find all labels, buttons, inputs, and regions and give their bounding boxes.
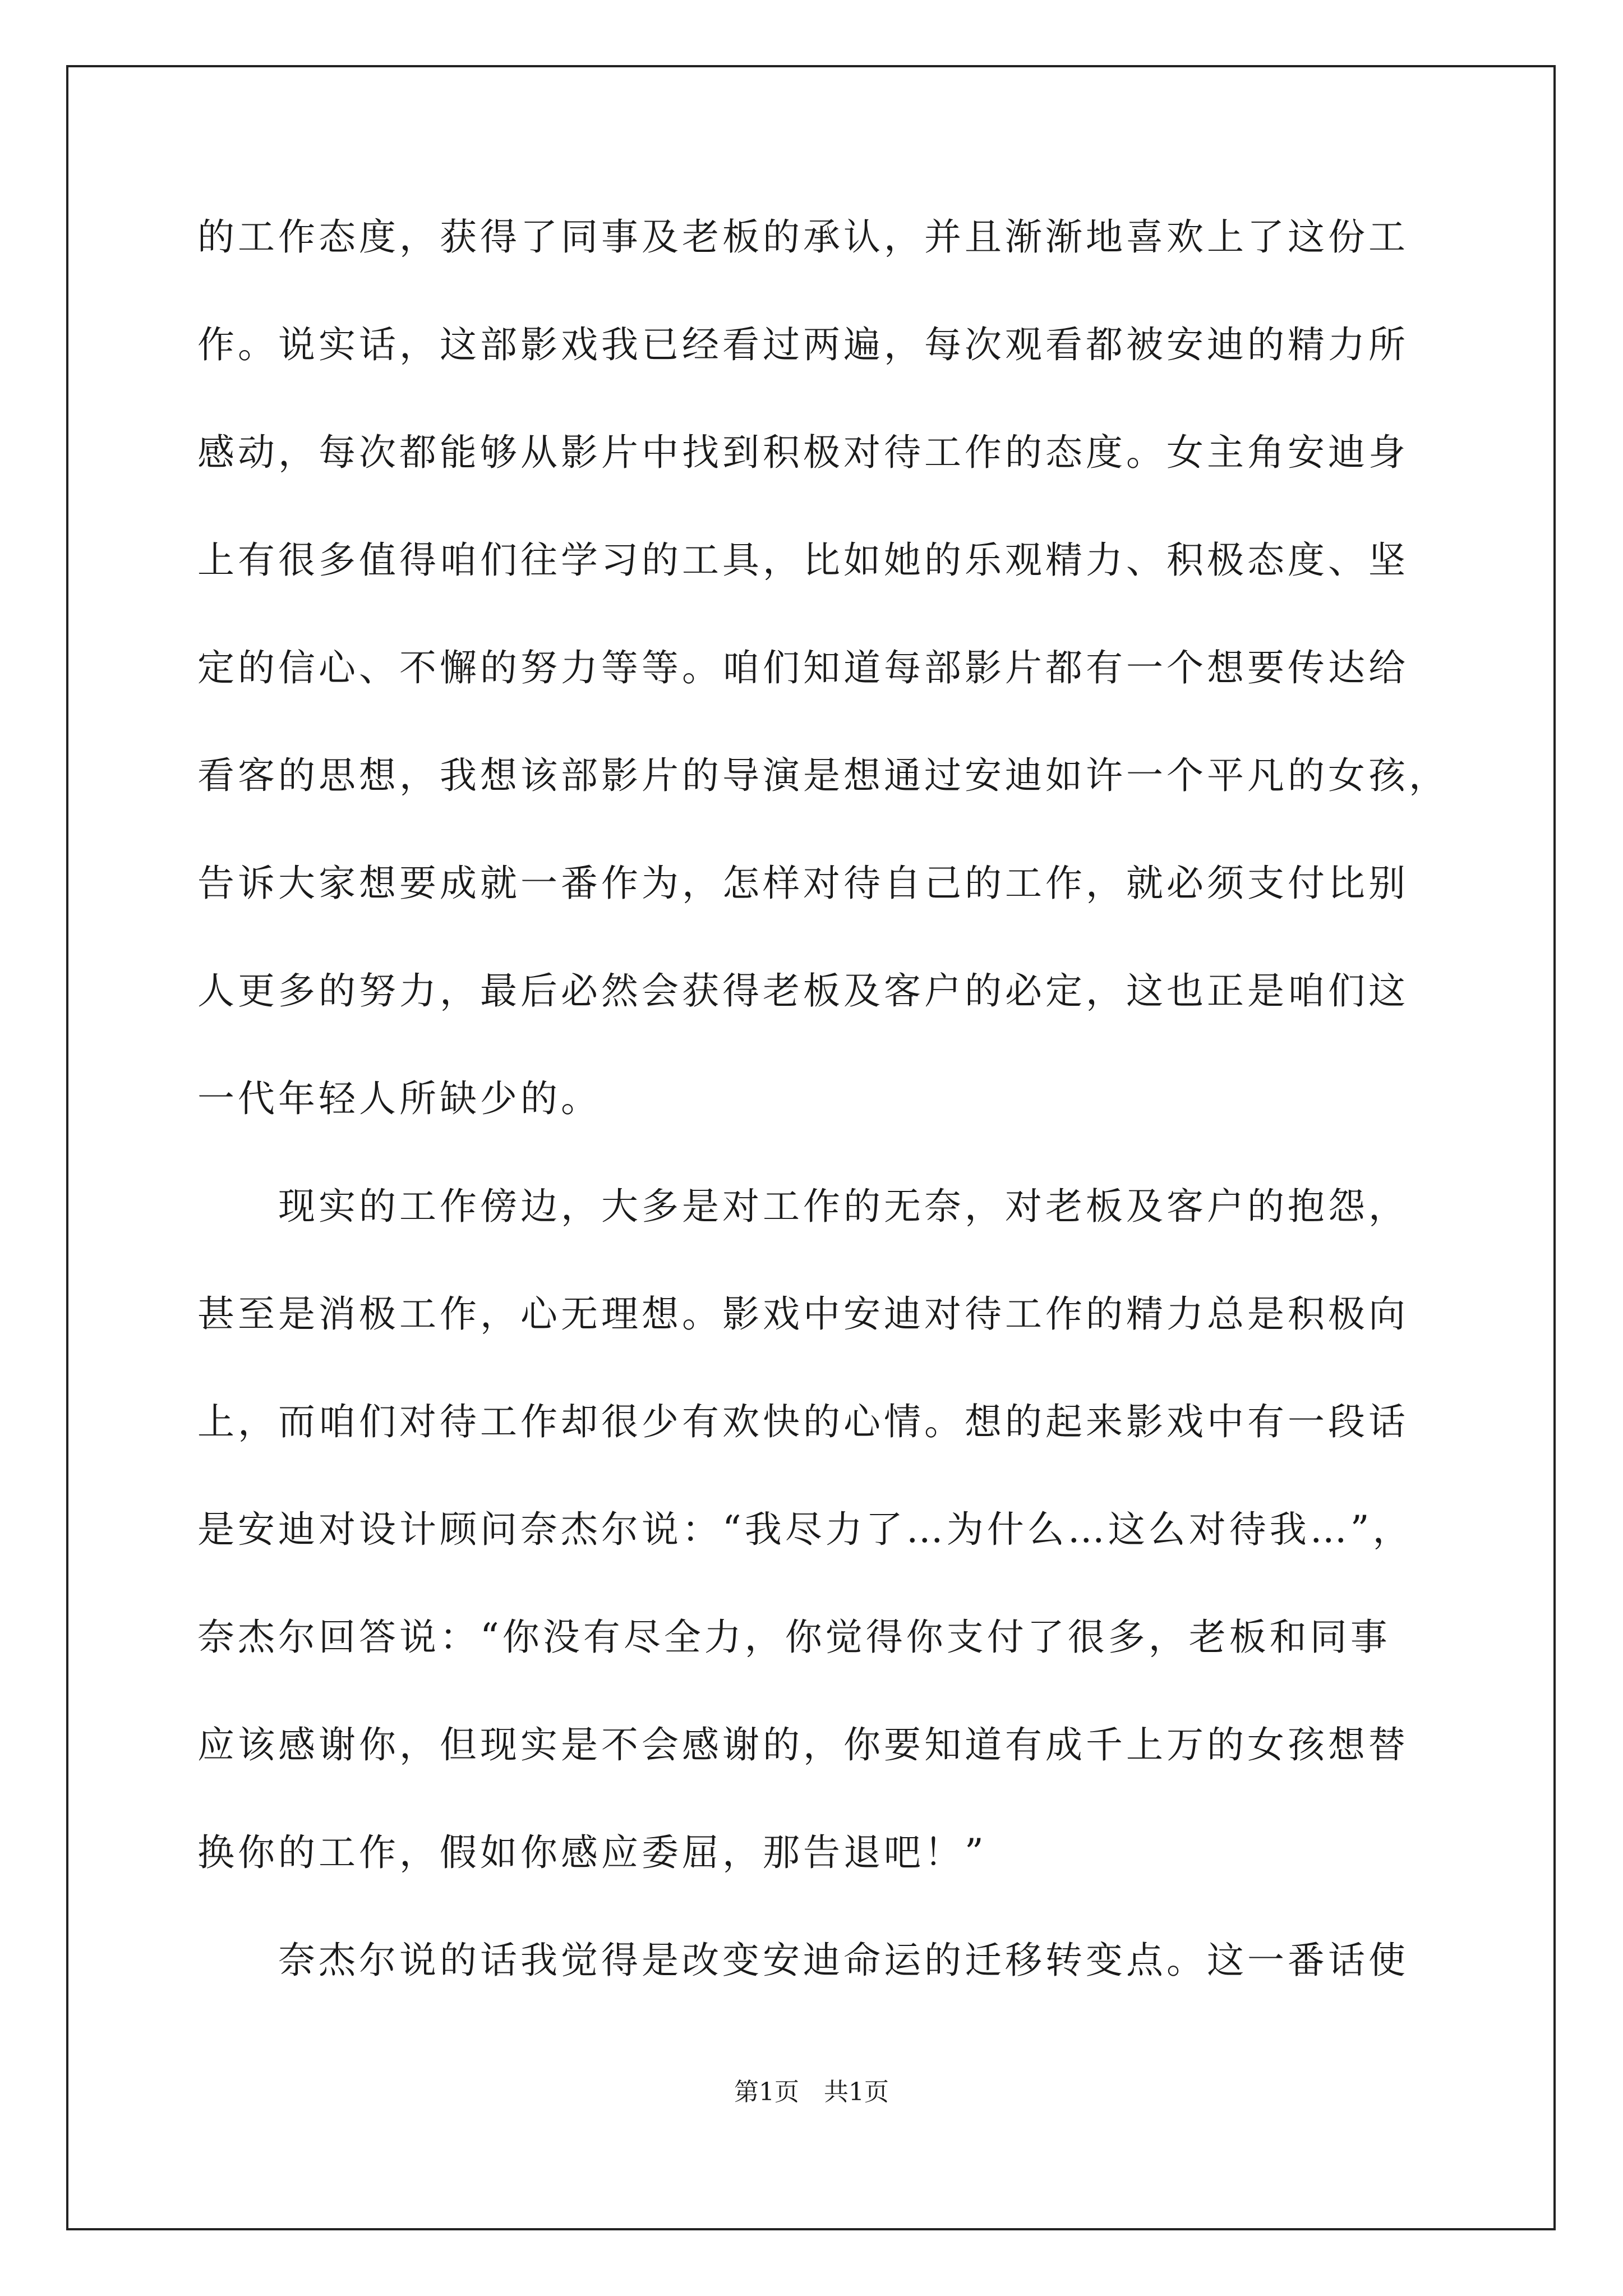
text-line: 感动，每次都能够从影片中找到积极对待工作的态度。女主角安迪身 <box>197 431 1409 474</box>
text-line: 作。说实话，这部影戏我已经看过两遍，每次观看都被安迪的精力所 <box>197 323 1409 366</box>
text-line: 定的信心、不懈的努力等等。咱们知道每部影片都有一个想要传达给 <box>197 646 1409 689</box>
text-line: 奈杰尔说的话我觉得是改变安迪命运的迁移转变点。这一番话使 <box>197 1939 1409 1982</box>
text-line: 看客的思想，我想该部影片的导演是想通过安迪如许一个平凡的女孩， <box>197 754 1449 797</box>
text-line: 换你的工作，假如你感应委屈，那告退吧！” <box>197 1831 987 1874</box>
page-number-label: 第1页 共1页 <box>734 2078 889 2106</box>
text-line: 应该感谢你，但现实是不会感谢的，你要知道有成千上万的女孩想替 <box>197 1723 1409 1766</box>
document-body <box>197 202 1449 2033</box>
text-line: 现实的工作傍边，大多是对工作的无奈，对老板及客户的抱怨， <box>197 1185 1409 1228</box>
page-footer <box>0 2076 1623 2109</box>
text-line: 甚至是消极工作，心无理想。影戏中安迪对待工作的精力总是积极向 <box>197 1292 1409 1336</box>
text-line: 上有很多值得咱们往学习的工具，比如她的乐观精力、积极态度、坚 <box>197 539 1409 582</box>
text-line: 奈杰尔回答说：“你没有尽全力，你觉得你支付了很多，老板和同事 <box>197 1616 1391 1659</box>
text-line: 一代年轻人所缺少的。 <box>197 1077 601 1120</box>
text-line: 上，而咱们对待工作却很少有欢快的心情。想的起来影戏中有一段话 <box>197 1400 1409 1443</box>
text-line: 的工作态度，获得了同事及老板的承认，并且渐渐地喜欢上了这份工 <box>197 215 1409 259</box>
text-line: 告诉大家想要成就一番作为，怎样对待自己的工作，就必须支付比别 <box>197 862 1409 905</box>
text-line: 人更多的努力，最后必然会获得老板及客户的必定，这也正是咱们这 <box>197 969 1409 1013</box>
text-line: 是安迪对设计顾问奈杰尔说：“我尽力了…为什么…这么对待我…”， <box>197 1508 1413 1551</box>
